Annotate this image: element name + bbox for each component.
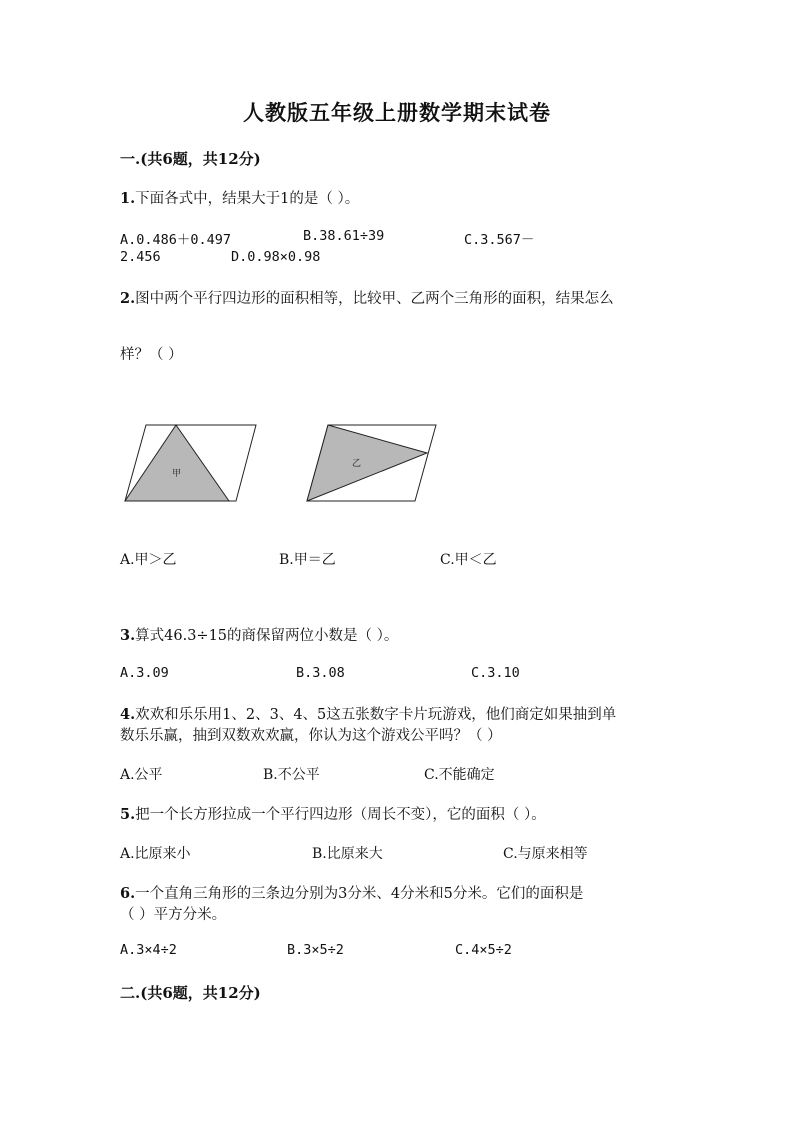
question-text: 一个直角三角形的三条边分别为3分米、4分米和5分米。它们的面积是 <box>135 886 584 902</box>
option-c[interactable]: C.4×5÷2 <box>455 942 512 958</box>
option-b[interactable]: B.不公平 <box>263 767 320 783</box>
question-text: 图中两个平行四边形的面积相等，比较甲、乙两个三角形的面积，结果怎么 <box>135 291 614 307</box>
triangle-a-label: 甲 <box>172 469 182 479</box>
option-c[interactable]: C.3.10 <box>471 665 520 681</box>
question-5 <box>120 803 546 824</box>
question-text: 把一个长方形拉成一个平行四边形（周长不变），它的面积（ ）。 <box>135 807 546 823</box>
question-number: 3. <box>120 627 136 644</box>
option-c[interactable]: C.与原来相等 <box>503 846 588 862</box>
question-text: 下面各式中，结果大于1的是（ ）。 <box>135 191 360 207</box>
option-c[interactable]: C.3.567－ <box>464 232 535 248</box>
question-6 <box>120 882 583 903</box>
option-a[interactable]: A.比原来小 <box>120 846 191 862</box>
option-a[interactable]: A.甲＞乙 <box>120 552 177 568</box>
question-4-line-2: 数乐乐赢，抽到双数欢欢赢，你认为这个游戏公平吗？（ ） <box>120 728 502 744</box>
option-a[interactable]: A.3×4÷2 <box>120 942 177 958</box>
question-text: 欢欢和乐乐用1、2、3、4、5这五张数字卡片玩游戏，他们商定如果抽到单 <box>135 707 617 723</box>
question-number: 4. <box>120 706 136 723</box>
option-b[interactable]: B.3.08 <box>296 665 345 681</box>
option-c[interactable]: C.不能确定 <box>424 767 495 783</box>
question-number: 2. <box>120 290 136 307</box>
option-a[interactable]: A.3.09 <box>120 665 169 681</box>
option-a[interactable]: A.0.486＋0.497 <box>120 232 232 248</box>
question-number: 5. <box>120 806 136 823</box>
section-heading-1: 一.(共6题，共12分) <box>120 150 261 168</box>
section-heading-2: 二.(共6题，共12分) <box>120 984 261 1002</box>
option-c[interactable]: C.甲＜乙 <box>440 552 497 568</box>
option-b[interactable]: B.38.61÷39 <box>303 228 385 244</box>
question-text: 算式46.3÷15的商保留两位小数是（ ）。 <box>135 628 399 644</box>
option-b[interactable]: B.甲＝乙 <box>279 552 336 568</box>
question-6-line-2: （ ）平方分米。 <box>120 907 227 923</box>
option-d[interactable]: D.0.98×0.98 <box>231 249 321 265</box>
page-title: 人教版五年级上册数学期末试卷 <box>243 100 551 125</box>
option-b[interactable]: B.比原来大 <box>312 846 383 862</box>
question-3 <box>120 624 398 645</box>
option-b[interactable]: B.3×5÷2 <box>287 942 344 958</box>
option-c-continued: 2.456 <box>120 249 161 265</box>
option-a[interactable]: A.公平 <box>120 767 163 783</box>
question-2-line-2: 样？（ ） <box>120 347 183 363</box>
question-number: 1. <box>120 190 136 207</box>
question-number: 6. <box>120 885 136 902</box>
question-4 <box>120 703 616 724</box>
triangle-b-label: 乙 <box>352 459 362 469</box>
